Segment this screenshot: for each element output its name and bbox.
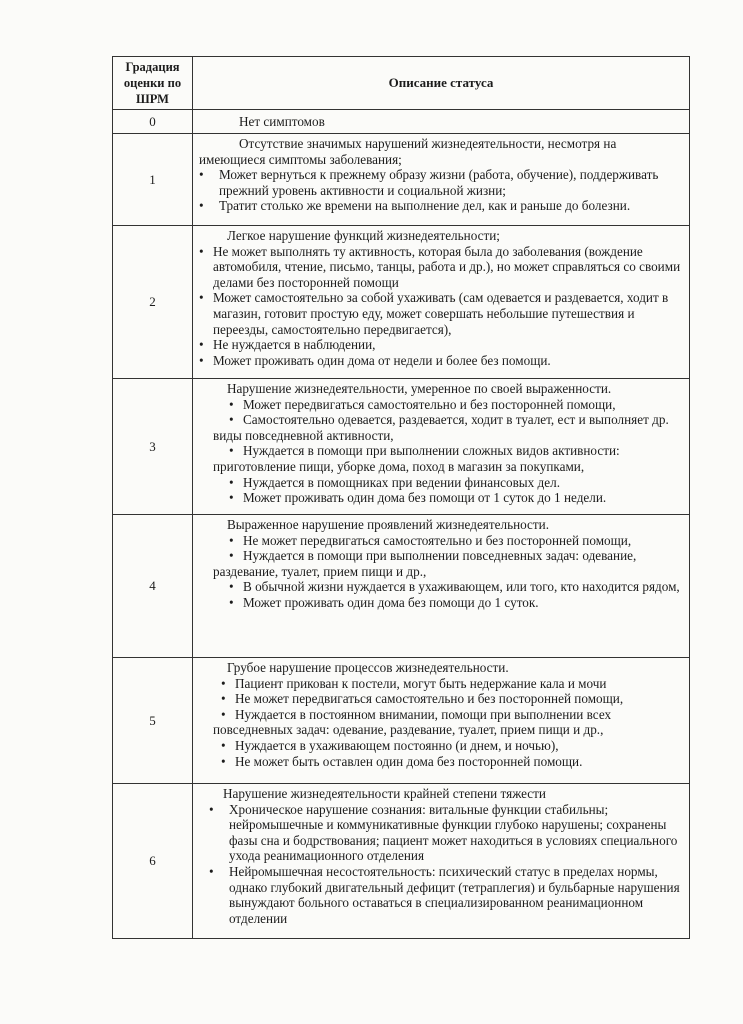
list-item: • Может проживать один дома без помощи от 1 суток до 1 недели. <box>199 490 683 506</box>
grade-cell: 1 <box>113 134 193 226</box>
status-intro: Отсутствие значимых нарушений жизнедеятельности, несмотря на имеющиеся симптомы заболевания; <box>199 136 617 167</box>
list-item: • Не нуждается в наблюдении, <box>199 337 683 353</box>
list-item: • Нуждается в постоянном внимании, помощи при выполнении всех повседневных задач: одевание, раздевание, туалет, прием пищи и др., <box>199 707 683 738</box>
grade-cell: 2 <box>113 226 193 379</box>
status-intro: Грубое нарушение процессов жизнедеятельности. <box>227 660 509 675</box>
list-item: • В обычной жизни нуждается в ухаживающем, или того, кто находится рядом, <box>199 579 683 595</box>
status-intro: Нарушение жизнедеятельности, умеренное по своей выраженности. <box>227 381 612 396</box>
description-cell <box>193 110 690 134</box>
table-row <box>113 110 690 134</box>
header-grade: Градация оценки по ШРМ <box>113 57 193 110</box>
list-item: • Не может выполнять ту активность, которая была до заболевания (вождение автомобиля, чтение, письмо, танцы, работа и др.), но может справляться со своими делами без посторонней помощи <box>199 244 683 291</box>
table-row <box>113 515 690 658</box>
status-intro: Выраженное нарушение проявлений жизнедеятельности. <box>227 517 550 532</box>
list-item: • Пациент прикован к постели, могут быть недержание кала и мочи <box>199 676 683 692</box>
list-item: • Нейромышечная несостоятельность: психический статус в пределах нормы, однако глубокий двигательный дефицит (тетраплегия) и бульбарные нарушения вынуждают больного оставаться в специализированном реанимационном отделении <box>209 864 683 926</box>
status-intro: Легкое нарушение функций жизнедеятельности; <box>227 228 500 243</box>
status-intro: Нарушение жизнедеятельности крайней степени тяжести <box>223 786 546 801</box>
table-row <box>113 226 690 379</box>
grade-cell: 6 <box>113 784 193 939</box>
list-item: • Не может быть оставлен один дома без посторонней помощи. <box>199 754 683 770</box>
list-item: • Может проживать один дома от недели и более без помощи. <box>199 353 683 369</box>
list-item: • Может вернуться к прежнему образу жизни (работа, обучение), поддерживать прежний уровень активности и социальной жизни; <box>199 167 683 198</box>
description-cell <box>193 784 690 939</box>
table-row <box>113 658 690 784</box>
list-item: • Не может передвигаться самостоятельно и без посторонней помощи, <box>199 533 683 549</box>
grade-cell: 4 <box>113 515 193 658</box>
list-item: • Может передвигаться самостоятельно и без посторонней помощи, <box>199 397 683 413</box>
table-row <box>113 784 690 939</box>
list-item: • Может самостоятельно за собой ухаживать (сам одевается и раздевается, ходит в магазин, готовит простую еду, может совершать небольшие путешествия и переезды, самостоятельно передвигается), <box>199 290 683 337</box>
list-item: • Нуждается в ухаживающем постоянно (и днем, и ночью), <box>199 738 683 754</box>
status-bullets <box>199 676 683 770</box>
status-bullets <box>199 244 683 369</box>
description-cell <box>193 134 690 226</box>
table-row <box>113 379 690 515</box>
list-item: • Нуждается в помощи при выполнении сложных видов активности: приготовление пищи, уборке дома, поход в магазин за покупками, <box>199 443 683 474</box>
status-intro: Нет симптомов <box>239 113 325 129</box>
table-header-row <box>113 57 690 110</box>
grade-cell: 3 <box>113 379 193 515</box>
list-item: • Не может передвигаться самостоятельно и без посторонней помощи, <box>199 691 683 707</box>
status-bullets <box>199 533 683 611</box>
description-cell <box>193 515 690 658</box>
list-item: • Может проживать один дома без помощи до 1 суток. <box>199 595 683 611</box>
list-item: • Нуждается в помощи при выполнении повседневных задач: одевание, раздевание, туалет, прием пищи и др., <box>199 548 683 579</box>
list-item: • Нуждается в помощниках при ведении финансовых дел. <box>199 475 683 491</box>
list-item: • Самостоятельно одевается, раздевается, ходит в туалет, ест и выполняет др. виды повседневной активности, <box>199 412 683 443</box>
grade-cell: 5 <box>113 658 193 784</box>
description-cell <box>193 379 690 515</box>
header-description: Описание статуса <box>193 57 690 110</box>
description-cell <box>193 658 690 784</box>
status-bullets <box>199 802 683 927</box>
list-item: • Хроническое нарушение сознания: витальные функции стабильны; нейромышечные и коммуникативные функции глубоко нарушены; сохранены фазы сна и бодрствования; пациент может находиться в условиях специального ухода реанимационного отделения <box>209 802 683 864</box>
status-bullets <box>199 167 683 214</box>
status-bullets <box>199 397 683 506</box>
table-row <box>113 134 690 226</box>
grade-cell: 0 <box>113 110 193 134</box>
status-table <box>112 56 690 939</box>
list-item: • Тратит столько же времени на выполнение дел, как и раньше до болезни. <box>199 198 683 214</box>
description-cell <box>193 226 690 379</box>
